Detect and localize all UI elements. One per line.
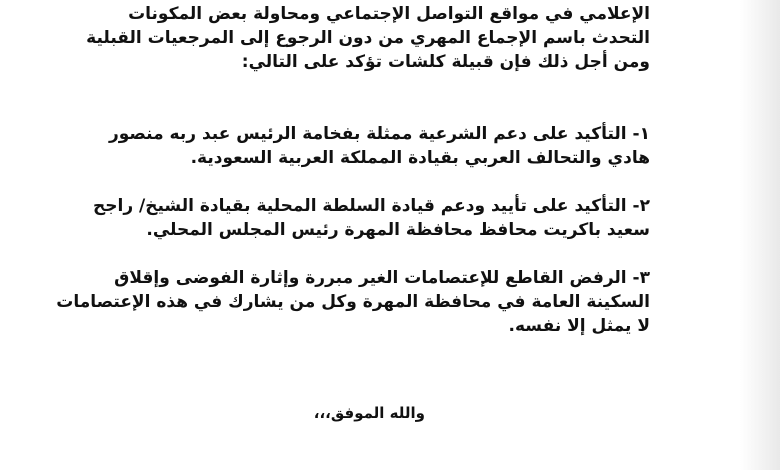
list-item-2	[93, 194, 650, 242]
list-item-3	[56, 266, 650, 338]
intro-paragraph	[86, 2, 650, 74]
list-item-1	[109, 122, 650, 170]
page-edge-shadow	[740, 0, 780, 470]
item-line: السكينة العامة في محافظة المهرة وكل من يشارك في هذه الإعتصامات	[56, 292, 650, 312]
item-line: سعيد باكريت محافظ محافظة المهرة رئيس المجلس المحلي.	[146, 220, 650, 240]
item-line: ١- التأكيد على دعم الشرعية ممثلة بفخامة الرئيس عبد ربه منصور	[108, 124, 650, 144]
intro-line: الإعلامي في مواقع التواصل الإجتماعي ومحاولة بعض المكونات	[128, 4, 650, 24]
intro-line: ومن أجل ذلك فإن قبيلة كلشات تؤكد على التالي:	[241, 52, 650, 72]
intro-line: التحدث باسم الإجماع المهري من دون الرجوع إلى المرجعيات القبلية	[86, 28, 650, 48]
item-line: لا يمثل إلا نفسه.	[508, 316, 650, 336]
item-line: ٣- الرفض القاطع للإعتصامات الغير مبررة وإثارة الفوضى وإقلاق	[114, 268, 650, 288]
closing-line: والله الموفق،،،	[313, 404, 425, 422]
item-line: هادي والتحالف العربي بقيادة المملكة العربية السعودية.	[190, 148, 650, 168]
item-line: ٢- التأكيد على تأييد ودعم قيادة السلطة المحلية بقيادة الشيخ/ راجح	[92, 196, 650, 216]
